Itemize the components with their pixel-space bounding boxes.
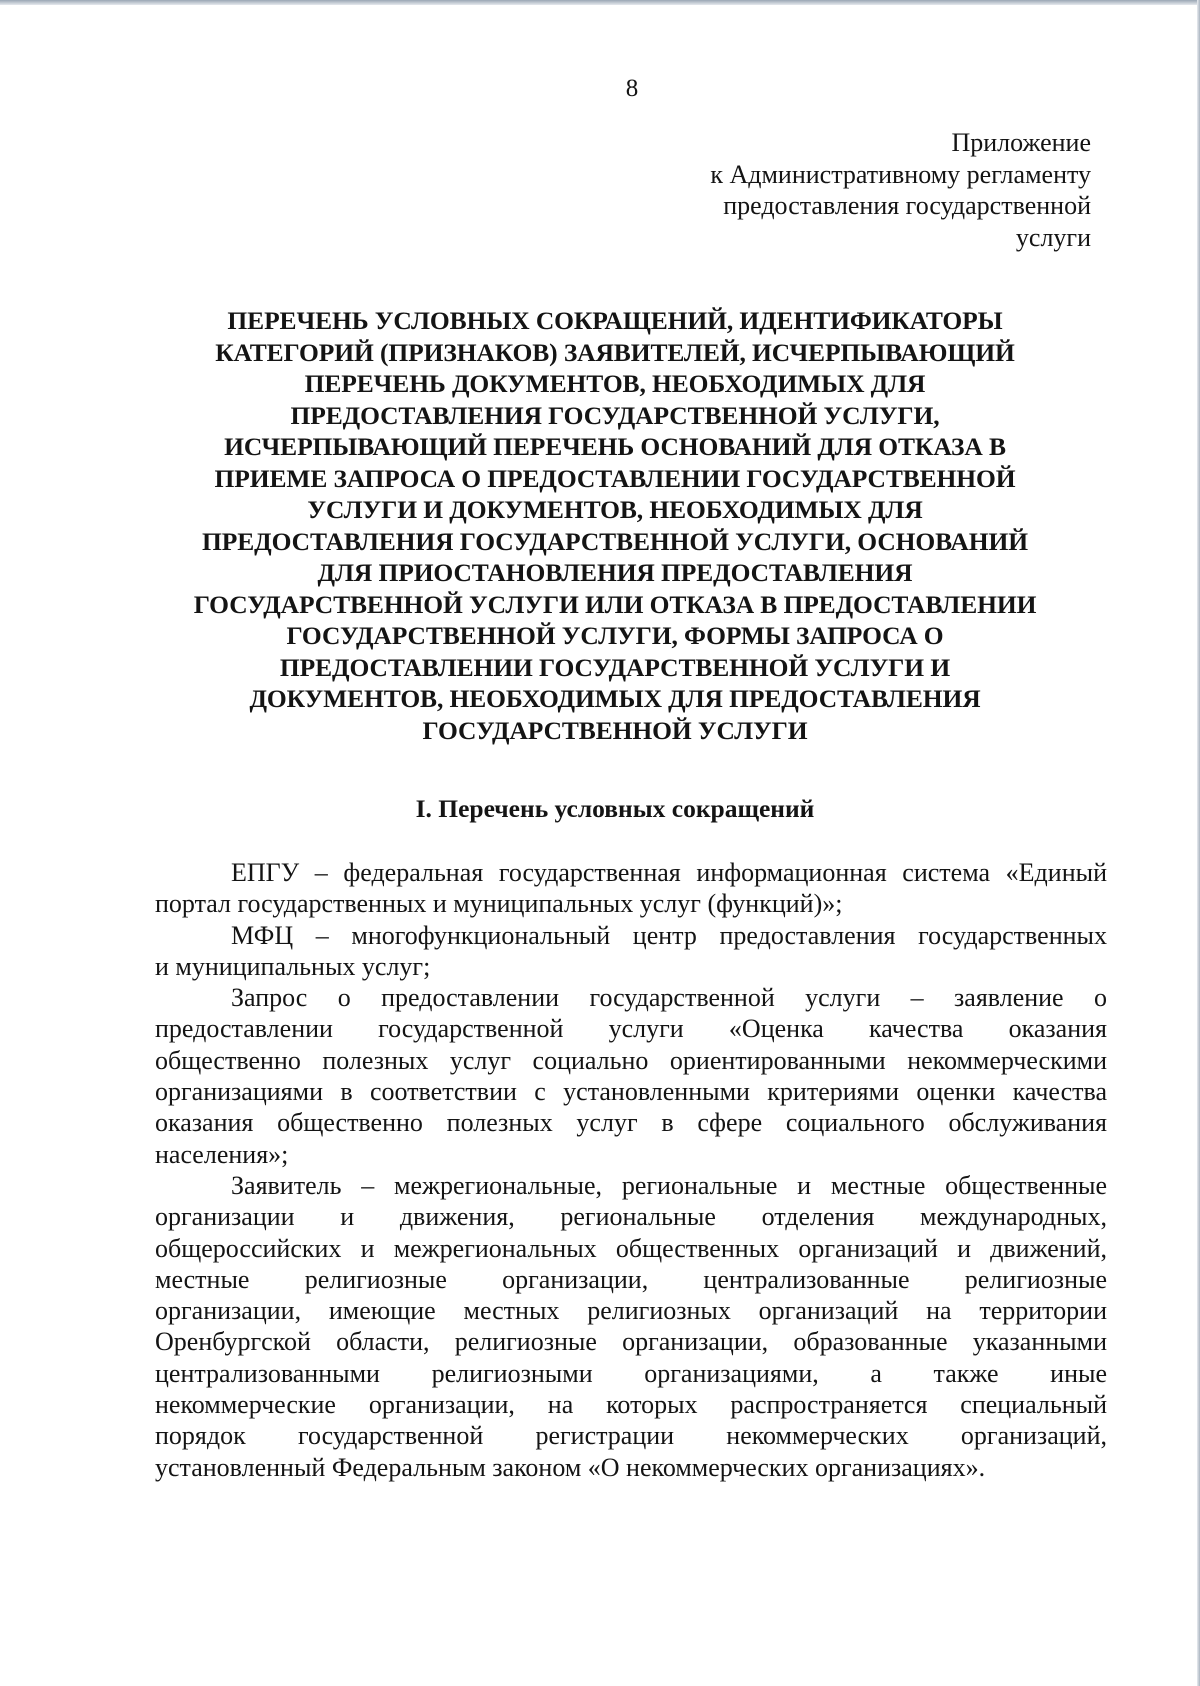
page-number: 8 <box>625 75 639 102</box>
title-line: ДЛЯ ПРИОСТАНОВЛЕНИЯ ПРЕДОСТАВЛЕНИЯ <box>317 558 913 587</box>
text-line: Заявитель – межрегиональные, региональные и местные общественные <box>231 1170 1107 1200</box>
title-line: ИСЧЕРПЫВАЮЩИЙ ПЕРЕЧЕНЬ ОСНОВАНИЙ ДЛЯ ОТКАЗА В <box>224 432 1006 461</box>
title-line: ГОСУДАРСТВЕННОЙ УСЛУГИ <box>422 715 808 745</box>
text-line: общероссийских и межрегиональных общественных организаций и движений, <box>155 1233 1107 1263</box>
body-text <box>155 857 1107 1483</box>
text-line: организации и движения, региональные отделения международных, <box>155 1202 1107 1232</box>
text-line: оказания общественно полезных услуг в сфере социального обслуживания <box>155 1108 1107 1138</box>
text-line: населения»; <box>155 1139 289 1169</box>
text-line: и муниципальных услуг; <box>155 951 431 981</box>
appendix-note <box>710 127 1091 253</box>
appendix-line: предоставления государственной <box>723 191 1091 220</box>
text-line: предоставлении государственной услуги «Оценка качества оказания <box>155 1014 1107 1044</box>
paragraph-epgu <box>155 857 1107 920</box>
paragraph-request <box>155 982 1107 1170</box>
text-line: централизованными религиозными организациями, а также иные <box>155 1358 1107 1388</box>
text-line: МФЦ – многофункциональный центр предоставления государственных <box>231 920 1107 950</box>
title-line: ПРЕДОСТАВЛЕНИЯ ГОСУДАРСТВЕННОЙ УСЛУГИ, <box>290 400 940 430</box>
text-line: ЕПГУ – федеральная государственная информационная система «Единый <box>231 858 1107 887</box>
text-line: порядок государственной регистрации некоммерческих организаций, <box>155 1421 1107 1451</box>
title-line: УСЛУГИ И ДОКУМЕНТОВ, НЕОБХОДИМЫХ ДЛЯ <box>307 495 923 524</box>
appendix-line: услуги <box>1015 222 1091 252</box>
text-line: местные религиозные организации, централизованные религиозные <box>155 1264 1107 1294</box>
paragraph-applicant <box>155 1170 1107 1483</box>
title-line: ПРЕДОСТАВЛЕНИИ ГОСУДАРСТВЕННОЙ УСЛУГИ И <box>279 652 951 682</box>
text-line: установленный Федеральным законом «О некоммерческих организациях». <box>155 1452 986 1482</box>
title-line: ПЕРЕЧЕНЬ УСЛОВНЫХ СОКРАЩЕНИЙ, ИДЕНТИФИКАТОРЫ <box>227 306 1003 335</box>
title-line: ДОКУМЕНТОВ, НЕОБХОДИМЫХ ДЛЯ ПРЕДОСТАВЛЕНИЯ <box>249 684 981 713</box>
document-title <box>140 305 1090 746</box>
title-line: ПРЕДОСТАВЛЕНИЯ ГОСУДАРСТВЕННОЙ УСЛУГИ, ОСНОВАНИЙ <box>202 526 1028 556</box>
text-line: портал государственных и муниципальных услуг (функций)»; <box>155 889 843 919</box>
title-line: ПРИЕМЕ ЗАПРОСА О ПРЕДОСТАВЛЕНИИ ГОСУДАРСТВЕННОЙ <box>214 463 1016 493</box>
paragraph-mfc <box>155 920 1107 983</box>
title-line: ПЕРЕЧЕНЬ ДОКУМЕНТОВ, НЕОБХОДИМЫХ ДЛЯ <box>304 369 926 398</box>
text-line: Запрос о предоставлении государственной услуги – заявление о <box>231 983 1107 1013</box>
text-line: организации, имеющие местных религиозных организаций на территории <box>155 1296 1107 1326</box>
text-line: организациями в соответствии с установленными критериями оценки качества <box>155 1077 1107 1107</box>
section-heading: I. Перечень условных сокращений <box>415 794 815 823</box>
text-line: некоммерческие организации, на которых распространяется специальный <box>155 1390 1107 1420</box>
appendix-line: к Административному регламенту <box>710 159 1091 189</box>
title-line: ГОСУДАРСТВЕННОЙ УСЛУГИ, ФОРМЫ ЗАПРОСА О <box>286 621 944 650</box>
appendix-line: Приложение <box>951 128 1091 157</box>
text-line: общественно полезных услуг социально ориентированными некоммерческими <box>155 1045 1107 1075</box>
title-line: КАТЕГОРИЙ (ПРИЗНАКОВ) ЗАЯВИТЕЛЕЙ, ИСЧЕРПЫВАЮЩИЙ <box>215 337 1015 367</box>
text-line: Оренбургской области, религиозные организации, образованные указанными <box>155 1327 1107 1357</box>
title-line: ГОСУДАРСТВЕННОЙ УСЛУГИ ИЛИ ОТКАЗА В ПРЕДОСТАВЛЕНИИ <box>193 589 1037 619</box>
